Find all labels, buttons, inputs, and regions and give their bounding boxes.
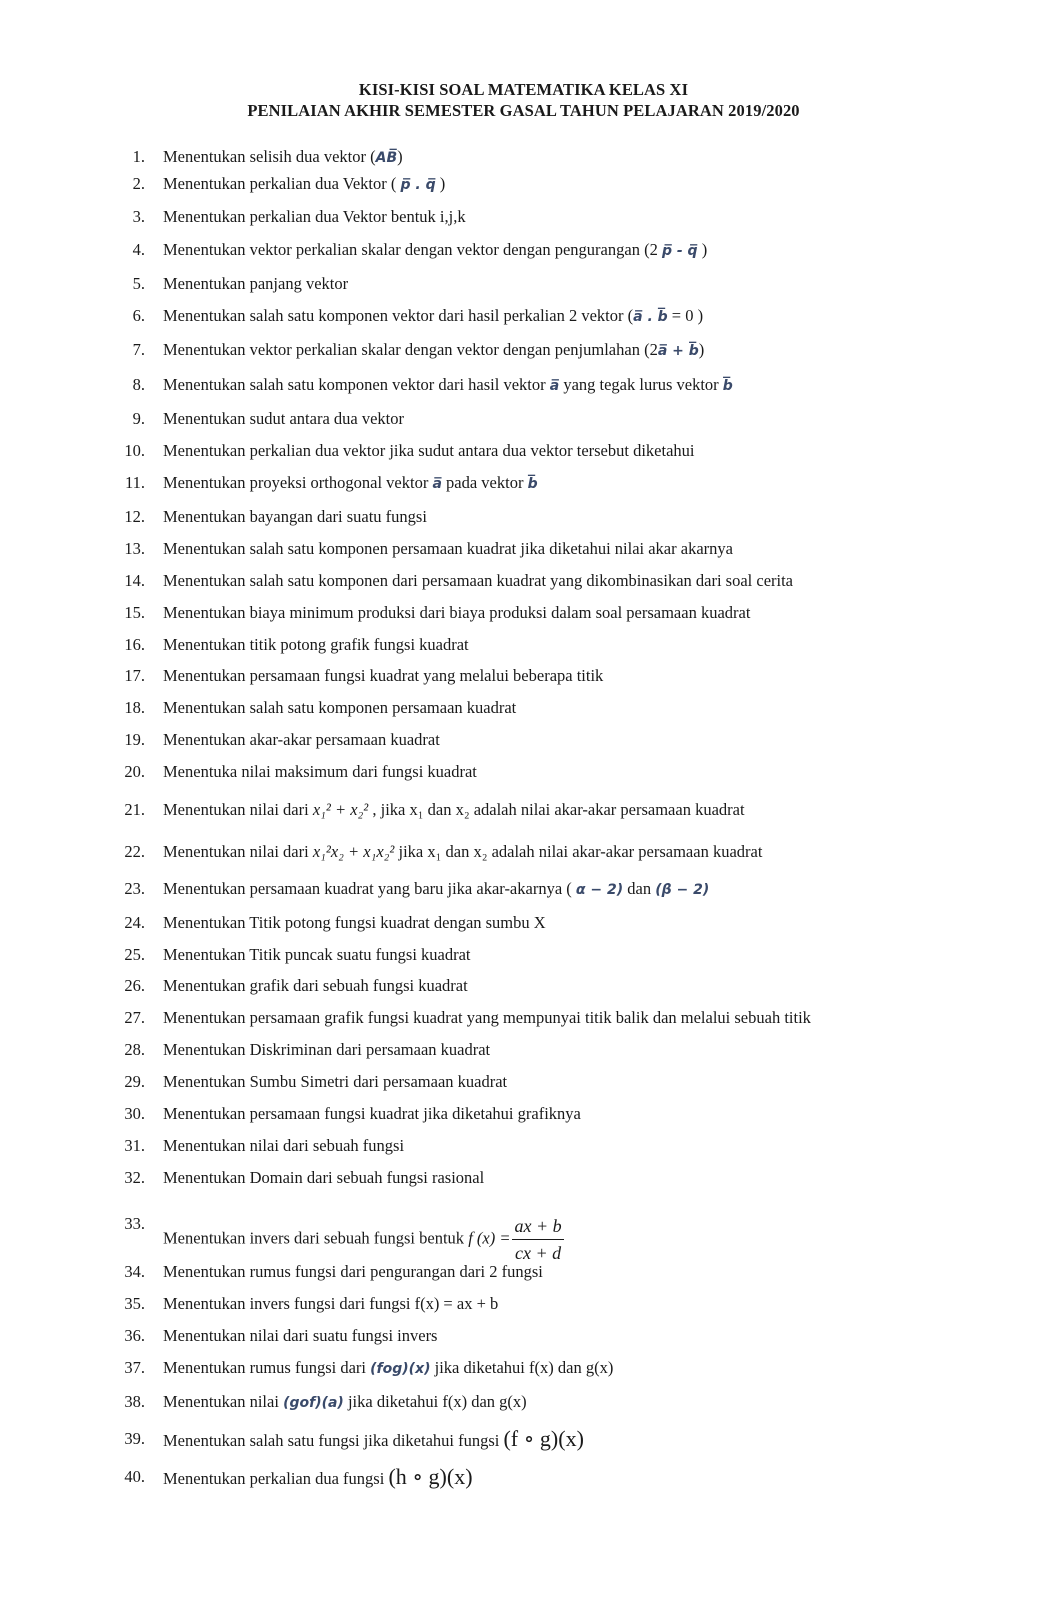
item-number: 3. [132, 207, 145, 226]
item-text [163, 538, 733, 560]
item-text [163, 1135, 404, 1157]
item-text [163, 665, 603, 687]
item-text-part: Menentukan Titik puncak suatu fungsi kuadrat [163, 945, 471, 964]
math-expression: a̅ [432, 476, 442, 492]
item-text [163, 173, 445, 196]
item-text-part: Menentukan persamaan kuadrat yang baru jika akar-akarnya ( [163, 879, 576, 898]
item-text-part: Menentukan salah satu komponen vektor dari hasil vektor [163, 375, 550, 394]
item-text-part: Menentukan perkalian dua vektor jika sudut antara dua vektor tersebut diketahui [163, 441, 695, 460]
item-text-part: Menentukan panjang vektor [163, 274, 349, 293]
item-text [163, 634, 469, 656]
item-text [163, 374, 733, 397]
item-text [163, 408, 404, 430]
item-text-part: Menentukan salah satu komponen persamaan kuadrat [163, 698, 517, 717]
item-number: 9. [132, 409, 145, 428]
item-text-part: Menentukan salah satu fungsi jika diketahui fungsi [163, 1431, 504, 1450]
math-expression: AB̅ [375, 150, 398, 166]
item-number: 26. [124, 976, 145, 995]
item-text-part: Menentukan invers fungsi dari fungsi f(x) = ax + b [163, 1294, 499, 1313]
item-number: 33. [124, 1214, 145, 1233]
item-text [163, 1103, 581, 1125]
item-text-part: Menentukan grafik dari sebuah fungsi kuadrat [163, 976, 468, 995]
item-text [163, 146, 403, 169]
item-text-part: Menentukan salah satu komponen vektor dari hasil perkalian 2 vektor ( [163, 306, 634, 325]
item-number: 24. [124, 913, 145, 932]
item-number: 1. [132, 147, 145, 166]
item-text-part: Menentukan perkalian dua fungsi [163, 1469, 389, 1488]
item-text [163, 305, 703, 328]
math-expression: p̅ - q̅ [661, 243, 698, 259]
item-text-part: = 0 ) [667, 306, 704, 325]
item-text-part: Menentukan nilai dari [163, 842, 313, 861]
item-text-part: Menentukan bayangan dari suatu fungsi [163, 507, 427, 526]
math-expression: x₁² + x₂² [312, 800, 369, 819]
math-expression: a̅ + b̅ [657, 343, 699, 359]
item-text [163, 206, 466, 228]
item-number: 12. [124, 507, 145, 526]
item-text-part: Menentukan perkalian dua Vektor ( [163, 174, 401, 193]
item-number: 8. [132, 375, 145, 394]
item-number: 34. [124, 1262, 145, 1281]
document-title-line1: KISI-KISI SOAL MATEMATIKA KELAS XI [358, 80, 689, 99]
item-text-part: jika diketahui f(x) dan g(x) [343, 1392, 527, 1411]
item-number: 6. [132, 306, 145, 325]
item-number: 2. [132, 174, 145, 193]
item-text [163, 1325, 437, 1347]
fraction-denominator: cx + d [514, 1243, 562, 1263]
item-text-part: Menentukan vektor perkalian skalar dengan vektor dengan penjumlahan (2 [163, 340, 658, 359]
item-text [163, 570, 793, 592]
item-text-part: Menentukan nilai dari [163, 800, 313, 819]
item-text [163, 239, 707, 262]
math-expression: α − 2) [575, 882, 624, 898]
math-expression: f (x) = [468, 1228, 511, 1248]
item-text-part: ) [698, 340, 705, 359]
item-number: 7. [132, 340, 145, 359]
item-text-part: Menentukan Domain dari sebuah fungsi rasional [163, 1168, 485, 1187]
item-text-part: Menentukan persamaan fungsi kuadrat jika diketahui grafiknya [163, 1104, 581, 1123]
item-text-part: Menentukan proyeksi orthogonal vektor [163, 473, 433, 492]
math-expression: (β − 2) [655, 882, 710, 898]
item-number: 20. [124, 762, 145, 781]
item-number: 21. [124, 800, 145, 819]
item-number: 39. [124, 1429, 145, 1448]
item-text-part: Menentukan selisih dua vektor ( [163, 147, 376, 166]
item-number: 23. [124, 879, 145, 898]
item-number: 32. [124, 1168, 145, 1187]
document-title-line2: PENILAIAN AKHIR SEMESTER GASAL TAHUN PELAJARAN 2019/2020 [247, 101, 800, 120]
item-text [163, 506, 427, 528]
item-text-part: Menentukan invers dari sebuah fungsi bentuk [163, 1228, 469, 1248]
item-text [163, 1213, 564, 1266]
item-text [163, 1261, 543, 1283]
item-number: 30. [124, 1104, 145, 1123]
item-text-part: Menentukan salah satu komponen persamaan kuadrat jika diketahui nilai akar akarnya [163, 539, 733, 558]
item-text [163, 1466, 473, 1490]
item-number: 40. [124, 1467, 145, 1486]
math-fraction [512, 1213, 563, 1266]
item-number: 25. [124, 945, 145, 964]
item-number: 36. [124, 1326, 145, 1345]
item-text [163, 1039, 490, 1061]
math-expression: (h ∘ g)(x) [388, 1464, 473, 1489]
math-expression: (fog)(x) [370, 1361, 431, 1377]
item-text-part: Menentukan Sumbu Simetri dari persamaan kuadrat [163, 1072, 508, 1091]
item-text [163, 912, 546, 934]
math-expression: b̅ [527, 476, 538, 492]
item-text-part: Menentukan nilai dari sebuah fungsi [163, 1136, 405, 1155]
item-text-part: Menentukan sudut antara dua vektor [163, 409, 405, 428]
item-text [163, 440, 695, 462]
item-text-part: Menentukan perkalian dua Vektor bentuk i,j,k [163, 207, 466, 226]
item-text-part: Menentuka nilai maksimum dari fungsi kuadrat [163, 762, 477, 781]
math-expression: a̅ . b̅ [633, 309, 668, 325]
item-text [163, 339, 704, 362]
item-text [163, 1428, 584, 1452]
item-text [163, 1071, 507, 1093]
item-number: 22. [124, 842, 145, 861]
item-text-part: Menentukan salah satu komponen dari persamaan kuadrat yang dikombinasikan dari soal cerita [163, 571, 794, 590]
item-text-part: Menentukan nilai [163, 1392, 284, 1411]
item-text [163, 944, 471, 966]
item-text-part: pada vektor [441, 473, 528, 492]
item-text-part: yang tegak lurus vektor [559, 375, 723, 394]
math-expression: (gof)(a) [283, 1395, 344, 1411]
item-text [163, 729, 440, 751]
item-text-part: Menentukan rumus fungsi dari [163, 1358, 371, 1377]
item-text-part: Menentukan biaya minimum produksi dari biaya produksi dalam soal persamaan kuadrat [163, 603, 751, 622]
item-number: 15. [124, 603, 145, 622]
math-expression: x₁²x₂ + x₁x₂² [312, 842, 395, 861]
math-expression: a̅ [549, 378, 560, 394]
item-text-part: jika diketahui f(x) dan g(x) [430, 1358, 614, 1377]
math-expression: b̅ [722, 378, 733, 394]
item-text [163, 1007, 811, 1029]
item-text [163, 761, 477, 783]
math-expression: p̅ . q̅ [400, 177, 436, 193]
item-text-part: ) [435, 174, 446, 193]
item-number: 29. [124, 1072, 145, 1091]
item-number: 28. [124, 1040, 145, 1059]
item-text [163, 1357, 613, 1380]
item-number: 16. [124, 635, 145, 654]
item-number: 17. [124, 666, 145, 685]
item-text-part: Menentukan persamaan grafik fungsi kuadrat yang mempunyai titik balik dan melalui sebuah titik [163, 1008, 811, 1027]
item-text-part: Menentukan Diskriminan dari persamaan kuadrat [163, 1040, 491, 1059]
fraction-numerator: ax + b [512, 1213, 563, 1240]
item-text [163, 799, 745, 821]
item-text-part: Menentukan titik potong grafik fungsi kuadrat [163, 635, 469, 654]
item-text [163, 1391, 527, 1414]
item-number: 5. [132, 274, 145, 293]
item-number: 10. [124, 441, 145, 460]
item-number: 4. [132, 240, 145, 259]
item-text [163, 841, 762, 863]
item-text-part: Menentukan Titik potong fungsi kuadrat dengan sumbu X [163, 913, 546, 932]
item-text [163, 1167, 484, 1189]
item-number: 38. [124, 1392, 145, 1411]
item-text [163, 1293, 498, 1315]
item-text-part: Menentukan nilai dari suatu fungsi invers [163, 1326, 438, 1345]
item-number: 31. [124, 1136, 145, 1155]
item-text-part: dan [623, 879, 656, 898]
item-text-part: ) [397, 147, 403, 166]
math-expression: (f ∘ g)(x) [503, 1426, 584, 1451]
item-number: 13. [124, 539, 145, 558]
item-number: 14. [124, 571, 145, 590]
item-text [163, 975, 468, 997]
item-text [163, 273, 348, 295]
item-number: 27. [124, 1008, 145, 1027]
item-text-part: Menentukan rumus fungsi dari pengurangan dari 2 fungsi [163, 1262, 543, 1281]
item-text-part: jika x₁ dan x₂ adalah nilai akar-akar persamaan kuadrat [394, 842, 763, 861]
item-number: 18. [124, 698, 145, 717]
item-number: 11. [124, 473, 145, 492]
item-text-part: ) [697, 240, 708, 259]
item-number: 35. [124, 1294, 145, 1313]
item-text [163, 602, 750, 624]
item-text [163, 878, 709, 901]
item-text-part: Menentukan akar-akar persamaan kuadrat [163, 730, 440, 749]
item-text [163, 697, 516, 719]
item-text [163, 472, 538, 495]
item-number: 37. [124, 1358, 145, 1377]
item-number: 19. [124, 730, 145, 749]
item-text-part: Menentukan persamaan fungsi kuadrat yang melalui beberapa titik [163, 666, 604, 685]
item-text-part: , jika x₁ dan x₂ adalah nilai akar-akar persamaan kuadrat [368, 800, 745, 819]
item-text-part: Menentukan vektor perkalian skalar dengan vektor dengan pengurangan (2 [163, 240, 662, 259]
